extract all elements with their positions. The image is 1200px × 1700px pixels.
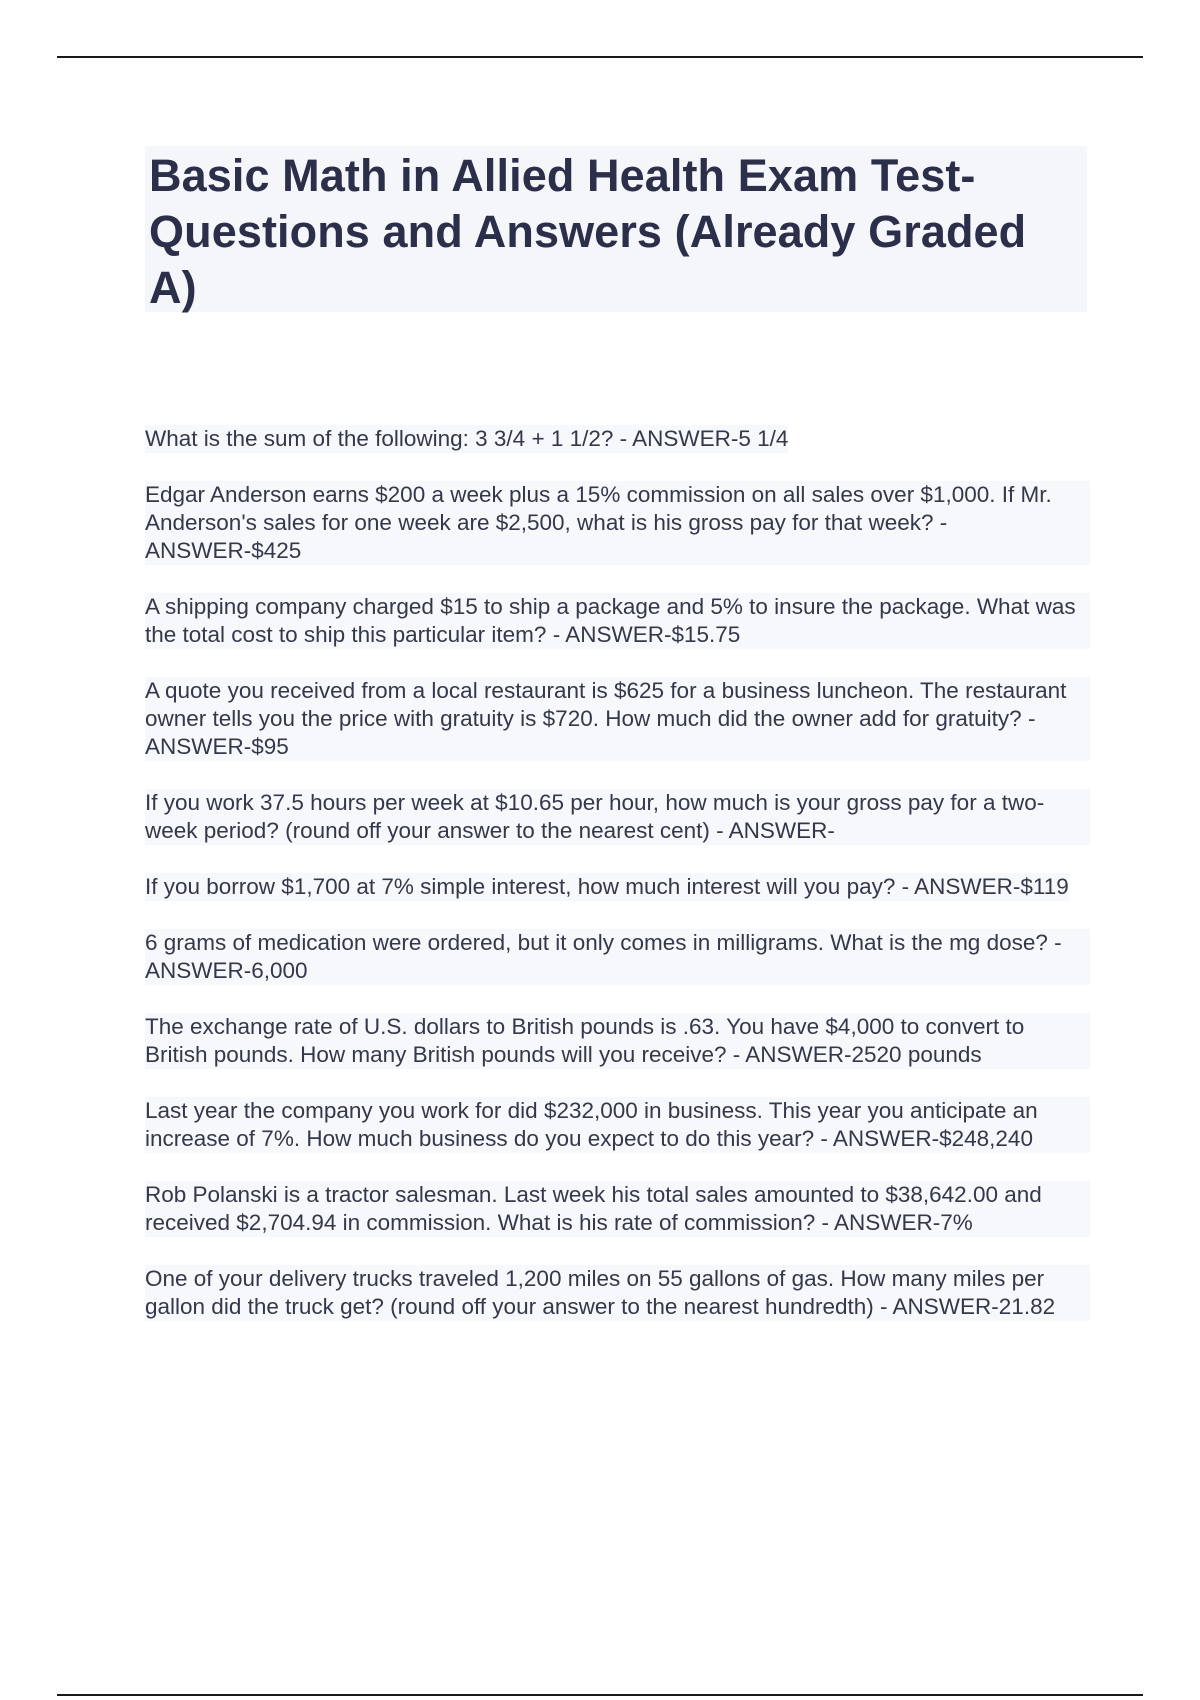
qa-item: One of your delivery trucks traveled 1,200 miles on 55 gallons of gas. How many miles per gallon did the truck get? (round off your answer to the nearest hundredth) - ANSWER-21.82 [145,1265,1090,1321]
document-title: Basic Math in Allied Health Exam Test-Questions and Answers (Already Graded A) [149,150,1027,313]
qa-item: 6 grams of medication were ordered, but it only comes in milligrams. What is the mg dose? - ANSWER-6,000 [145,929,1090,985]
qa-item: Last year the company you work for did $232,000 in business. This year you anticipate an increase of 7%. How much business do you expect to do this year? - ANSWER-$248,240 [145,1097,1090,1153]
qa-item: If you work 37.5 hours per week at $10.65 per hour, how much is your gross pay for a two-week period? (round off your answer to the nearest cent) - ANSWER- [145,789,1090,845]
qa-item: Rob Polanski is a tractor salesman. Last week his total sales amounted to $38,642.00 and received $2,704.94 in commission. What is his rate of commission? - ANSWER-7% [145,1181,1090,1237]
qa-item: A shipping company charged $15 to ship a package and 5% to insure the package. What was the total cost to ship this particular item? - ANSWER-$15.75 [145,593,1090,649]
bottom-rule [57,1694,1143,1696]
qa-item: What is the sum of the following: 3 3/4 + 1 1/2? - ANSWER-5 1/4 [145,426,789,451]
qa-item: The exchange rate of U.S. dollars to British pounds is .63. You have $4,000 to convert to British pounds. How many British pounds will you receive? - ANSWER-2520 pounds [145,1013,1090,1069]
qa-list [145,425,1090,1349]
top-rule [57,56,1143,58]
title-block [145,146,1087,312]
qa-item: Edgar Anderson earns $200 a week plus a 15% commission on all sales over $1,000. If Mr. Anderson's sales for one week are $2,500, what is his gross pay for that week? - ANSWER-$425 [145,481,1090,565]
qa-item: A quote you received from a local restaurant is $625 for a business luncheon. The restaurant owner tells you the price with gratuity is $720. How much did the owner add for gratuity? - ANSWER-$95 [145,677,1090,761]
qa-item: If you borrow $1,700 at 7% simple interest, how much interest will you pay? - ANSWER-$119 [145,874,1069,899]
